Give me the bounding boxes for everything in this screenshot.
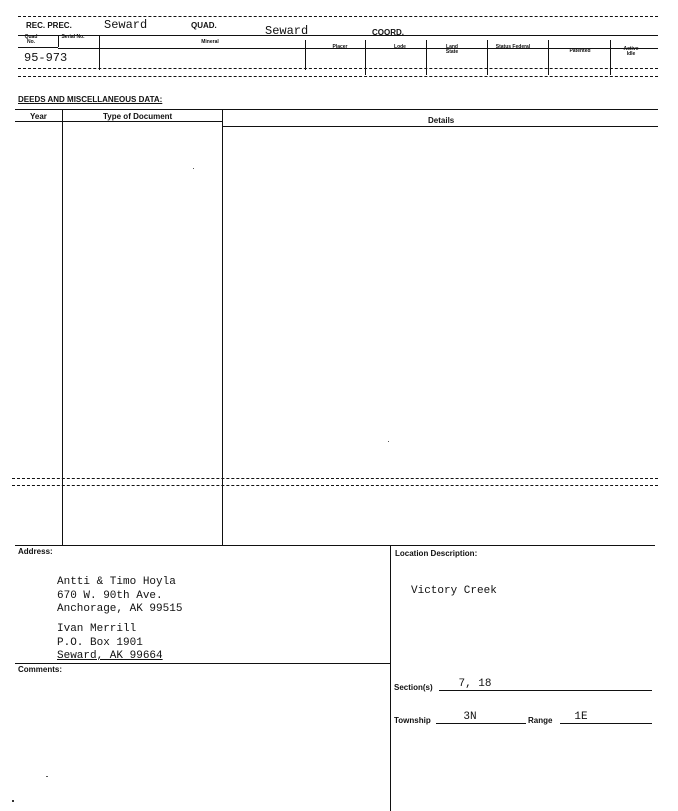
scan-speck xyxy=(46,776,48,777)
location-description-value: Victory Creek xyxy=(411,585,497,597)
deeds-header-rule xyxy=(15,121,223,122)
col-active-idle: Active Idle xyxy=(623,46,639,57)
range-underline xyxy=(560,723,652,724)
deeds-section-title: DEEDS AND MISCELLANEOUS DATA: xyxy=(18,95,163,104)
header-top-dashed-rule xyxy=(18,16,658,17)
col-divider xyxy=(548,40,549,75)
col-type-of-document: Type of Document xyxy=(103,112,173,121)
township-underline xyxy=(436,723,526,724)
address-line: Seward, AK 99664 xyxy=(57,650,163,662)
rec-prec-label: REC. PREC. xyxy=(26,21,72,30)
header-column-rule-quad xyxy=(18,47,58,48)
sections-underline xyxy=(439,690,652,691)
scan-speck xyxy=(12,800,14,802)
quad-no-value: 95-973 xyxy=(24,51,68,65)
coord-label: COORD. xyxy=(372,28,404,37)
township-label: Township xyxy=(394,716,431,725)
deeds-dashed-rule xyxy=(12,485,658,486)
col-placer: Placer xyxy=(332,44,348,50)
deeds-table-top-rule xyxy=(15,109,658,110)
location-description-label: Location Description: xyxy=(395,549,478,558)
scan-speck xyxy=(388,441,389,442)
address-line: Anchorage, AK 99515 xyxy=(57,603,183,615)
col-status-federal: Status Federal xyxy=(495,44,531,50)
address-line: Ivan Merrill xyxy=(57,623,137,635)
rec-prec-value: Seward xyxy=(104,18,148,32)
header-dashed-rule xyxy=(18,68,658,69)
col-divider xyxy=(58,35,59,47)
col-divider xyxy=(487,40,488,75)
col-land-state: Land State xyxy=(445,44,459,55)
col-divider xyxy=(426,40,427,75)
deeds-col-divider xyxy=(222,109,223,545)
range-label: Range xyxy=(528,716,553,725)
col-quad-no: Quad No. xyxy=(24,34,38,45)
quad-label: QUAD. xyxy=(191,21,217,30)
sections-label: Section(s) xyxy=(394,683,433,692)
col-details: Details xyxy=(428,116,455,125)
header-column-rule xyxy=(58,48,658,49)
deeds-header-rule xyxy=(223,126,658,127)
sections-value: 7, 18 xyxy=(458,678,492,690)
col-year: Year xyxy=(30,112,47,121)
deeds-dashed-rule xyxy=(12,478,658,479)
header-dashed-rule xyxy=(18,76,658,77)
township-value: 3N xyxy=(463,711,477,723)
address-line: P.O. Box 1901 xyxy=(57,637,143,649)
col-divider xyxy=(610,40,611,75)
col-lode: Lode xyxy=(394,44,406,50)
col-mineral: Mineral xyxy=(201,39,219,45)
deeds-col-divider xyxy=(62,109,63,545)
col-divider xyxy=(365,40,366,75)
quad-value: Seward xyxy=(265,24,309,38)
address-line: Antti & Timo Hoyla xyxy=(57,576,176,588)
address-top-rule xyxy=(15,545,655,546)
comments-top-rule xyxy=(15,663,390,664)
scan-speck xyxy=(193,168,194,169)
col-patented: Patented xyxy=(569,48,591,54)
address-line: 670 W. 90th Ave. xyxy=(57,590,163,602)
col-divider xyxy=(99,35,100,70)
col-divider xyxy=(305,40,306,70)
comments-label: Comments: xyxy=(18,665,63,674)
header-column-rule-top xyxy=(18,35,658,36)
range-value: 1E xyxy=(574,711,588,723)
address-label: Address: xyxy=(18,547,53,556)
address-location-divider xyxy=(390,545,391,811)
col-serial-no: Serial No. xyxy=(61,34,85,40)
